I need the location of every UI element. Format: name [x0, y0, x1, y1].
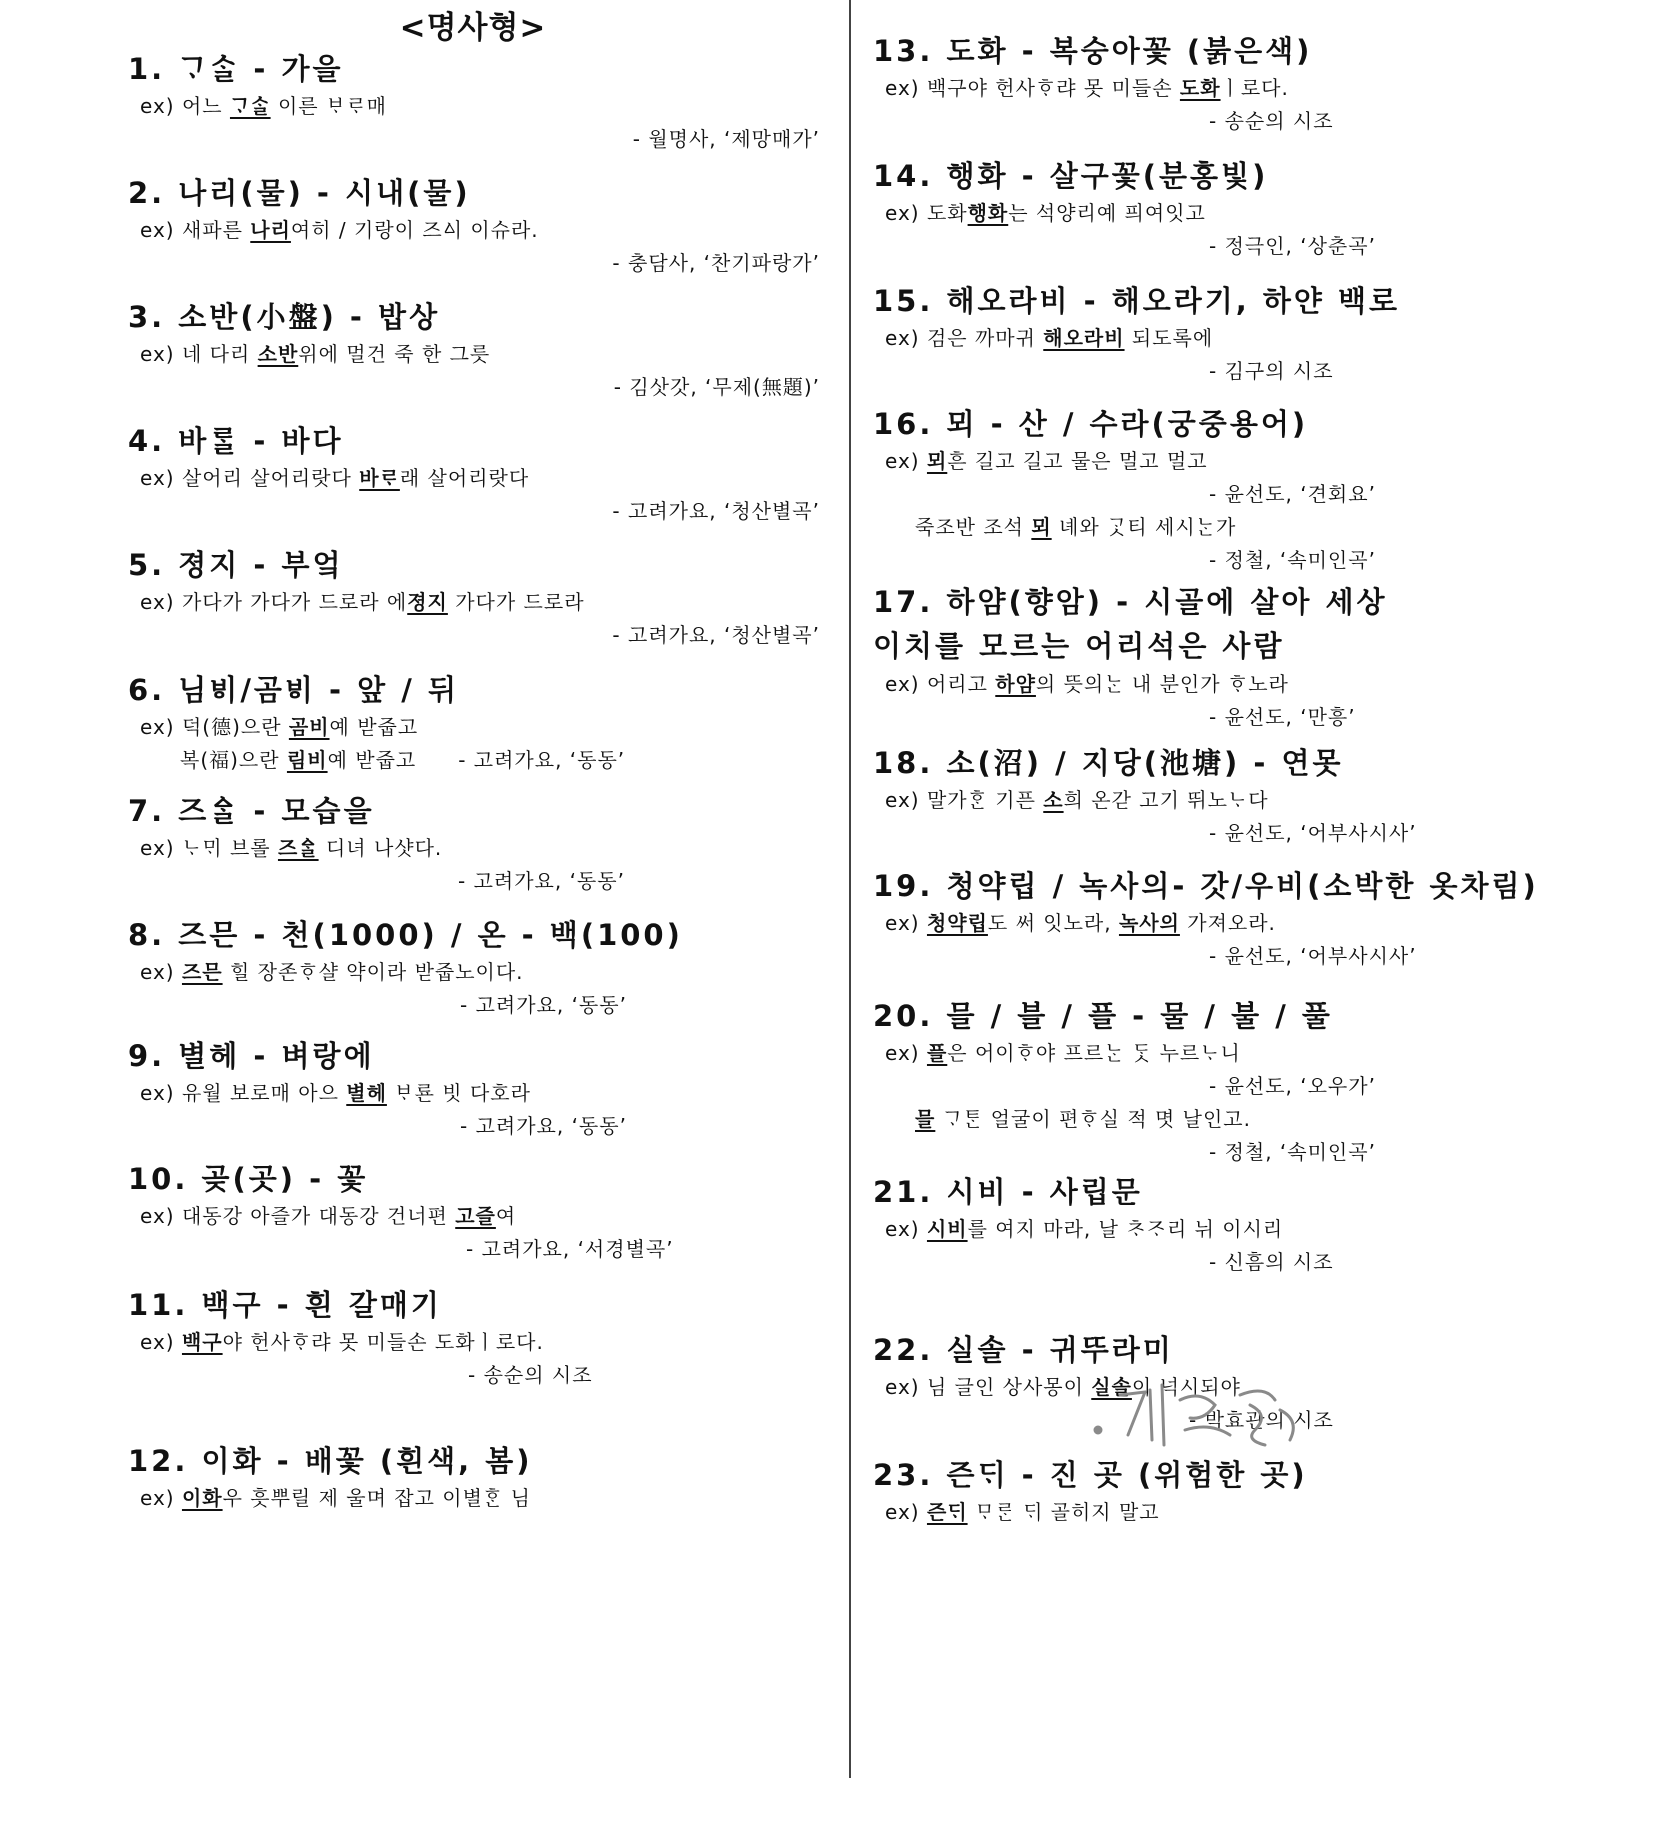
source-citation: - 월명사, ‘제망매가’	[632, 127, 820, 151]
source-citation: - 윤선도, ‘견회요’	[1209, 482, 1376, 506]
example-text: ex) ᄂᆞᄆᆡ 브롤	[140, 836, 278, 860]
keyword: 해오라비	[1043, 326, 1125, 350]
example-text: ex)	[140, 1486, 182, 1510]
vocab-entry	[873, 403, 1633, 577]
example-line	[140, 1482, 830, 1515]
source-citation: - 송순의 시조	[1209, 109, 1334, 133]
entry-heading: 9. 별헤 - 벼랑에	[128, 1039, 375, 1073]
entry-heading: 11. 백구 - 흰 갈매기	[128, 1288, 442, 1322]
keyword: ᄀᆞᄉᆞᆯ	[229, 94, 271, 118]
vocab-entry	[128, 48, 830, 156]
keyword: 실솔	[1091, 1375, 1132, 1399]
example-text: 도 써 잇노라,	[987, 911, 1119, 935]
source-citation: - 윤선도, ‘어부사시사’	[1209, 821, 1417, 845]
keyword: 믈	[915, 1107, 936, 1131]
entry-heading: 20. 믈 / 블 / 플 - 물 / 불 / 풀	[873, 999, 1333, 1033]
source-citation: - 송순의 시조	[468, 1363, 593, 1387]
example-text: ex) 어느	[140, 94, 230, 118]
keyword: 시비	[926, 1217, 968, 1241]
source-citation: - 김구의 시조	[1209, 359, 1334, 383]
example-text: ᄇᆞ룐 빗 다호라	[386, 1081, 531, 1105]
source-citation: - 정극인, ‘상춘곡’	[1209, 234, 1376, 258]
example-text: ex) 말가ᄒᆞᆫ 기픈	[885, 788, 1044, 812]
source-citation: - 신흠의 시조	[1209, 1250, 1334, 1274]
vocab-entry	[128, 790, 830, 898]
source-citation: - 정철, ‘속미인곡’	[1209, 548, 1376, 572]
example-text: ex) 백구야 헌사ᄒᆞ랴 못 미들손	[885, 76, 1180, 100]
example-text: ㅣ로다.	[1220, 76, 1289, 100]
example-line	[885, 1213, 1633, 1246]
page-title: <명사형>	[399, 10, 547, 46]
keyword: 도화	[1179, 76, 1221, 100]
example-line	[885, 445, 1633, 478]
source-citation: - 고려가요, ‘동동’	[458, 869, 625, 893]
source-citation: - 박효관의 시조	[1189, 1408, 1334, 1432]
vocab-entry	[873, 280, 1633, 388]
example-text: ex) 님 글인 상사몽이	[885, 1375, 1092, 1399]
example-line	[140, 90, 830, 123]
example-text: ex) 새파른	[140, 218, 251, 242]
example-line	[915, 511, 1633, 544]
keyword: 즈ᅀᆞᆯ	[277, 836, 319, 860]
example-line	[885, 322, 1633, 355]
source-citation: - 윤선도, ‘오우가’	[1209, 1074, 1376, 1098]
vocab-entry	[128, 1158, 830, 1266]
keyword: 소반	[257, 342, 299, 366]
example-text: 를 여지 마라, 날 ᄎᆞᄌᆞ리 뉘 이시리	[967, 1217, 1284, 1241]
example-text: 예 받줍고	[329, 715, 419, 739]
entry-heading: 16. 뫼 - 산 / 수라(궁중용어)	[873, 407, 1309, 441]
example-text: ex) 어리고	[885, 672, 996, 696]
entry-heading: 12. 이화 - 배꽃 (흰색, 봄)	[128, 1444, 533, 1478]
example-text: 위에 멀건 죽 한 그릇	[298, 342, 491, 366]
example-text: ex) 가다가 가다가 드로라 에	[140, 590, 408, 614]
example-line	[885, 668, 1633, 701]
source-citation: - 고려가요, ‘청산별곡’	[612, 623, 820, 647]
example-line	[180, 744, 830, 777]
source-citation: - 김삿갓, ‘무제(無題)’	[613, 375, 820, 399]
example-text: ex) 대동강 아즐가 대동강 건너편	[140, 1204, 456, 1228]
keyword: 즌ᄃᆡ	[926, 1500, 968, 1524]
entry-heading: 10. 곶(곳) - 꽃	[128, 1162, 369, 1196]
keyword: 하얌	[995, 672, 1036, 696]
entry-heading: 13. 도화 - 복숭아꽃 (붉은색)	[873, 34, 1313, 68]
vocab-entry	[128, 1284, 830, 1392]
example-text: ex)	[885, 911, 927, 935]
example-text: ex) 도화	[885, 201, 968, 225]
vocab-entry	[873, 30, 1633, 138]
example-line	[140, 586, 830, 619]
example-text: 복(福)으란	[180, 748, 287, 772]
vocab-entry	[873, 1171, 1633, 1279]
keyword: 녹사의	[1118, 911, 1180, 935]
keyword: 곰비	[288, 715, 330, 739]
example-text: ex) 네 다리	[140, 342, 258, 366]
entry-heading: 14. 행화 - 살구꽃(분홍빛)	[873, 159, 1269, 193]
keyword: 뫼	[1031, 515, 1052, 539]
example-text: 녜와 ᄀᆞᆺ티 세시ᄂᆞᆫ가	[1051, 515, 1237, 539]
vocab-entry	[128, 296, 830, 404]
vocab-entry	[873, 580, 1633, 734]
example-text: 가져오라.	[1179, 911, 1276, 935]
column-divider	[849, 0, 851, 1778]
example-text: 가다가 드로라	[447, 590, 585, 614]
example-text: 여	[495, 1204, 517, 1228]
example-line	[140, 1326, 830, 1359]
source-citation: - 고려가요, ‘동동’	[458, 748, 626, 772]
vocab-entry	[873, 1454, 1633, 1529]
example-line	[140, 1200, 830, 1233]
example-text: ex)	[140, 960, 182, 984]
example-text: ex)	[885, 1500, 927, 1524]
example-text: 의 뜻의ᄂᆞᆫ 내 분인가 ᄒᆞ노라	[1035, 672, 1289, 696]
example-text: 는 석양리예 픠여잇고	[1008, 201, 1206, 225]
entry-heading: 8. 즈믄 - 천(1000) / 온 - 백(100)	[128, 918, 683, 952]
example-text: ex)	[885, 1041, 927, 1065]
handwritten-annotation-icon	[1090, 1360, 1330, 1460]
source-citation: - 충담사, ‘찬기파랑가’	[612, 251, 820, 275]
vocab-entry	[128, 914, 830, 1022]
source-citation: - 윤선도, ‘만흥’	[1209, 705, 1356, 729]
keyword: 청약립	[926, 911, 988, 935]
keyword: 이화	[181, 1486, 223, 1510]
example-text: 예 받줍고	[327, 748, 417, 772]
example-line	[140, 214, 830, 247]
example-text: ex) 유월 보로매 아으	[140, 1081, 347, 1105]
entry-heading: 7. 즈ᅀᆞᆯ - 모습을	[128, 794, 375, 828]
example-text: 되도록에	[1124, 326, 1214, 350]
example-line	[140, 1077, 830, 1110]
entry-heading: 1. ᄀᆞᄉᆞᆯ - 가을	[128, 52, 344, 86]
entry-heading: 17. 하얌(향암) - 시골에 살아 세상 이치를 모르는 어리석은 사람	[873, 585, 1388, 663]
source-citation: - 정철, ‘속미인곡’	[1209, 1140, 1376, 1164]
source-citation: - 고려가요, ‘청산별곡’	[612, 499, 820, 523]
example-text: ᄆᆞᄅᆞᆫ ᄃᆡ 골히지 말고	[967, 1500, 1160, 1524]
entry-heading: 22. 실솔 - 귀뚜라미	[873, 1333, 1174, 1367]
example-text: 이른 ᄇᆞᄅᆞ매	[270, 94, 387, 118]
entry-heading: 21. 시비 - 사립문	[873, 1175, 1143, 1209]
example-text: 흔 길고 길고 물은 멀고 멀고	[947, 449, 1208, 473]
entry-heading: 6. 님ᄫᅵ/곰ᄫᅵ - 앞 / 뒤	[128, 673, 459, 707]
example-text: ex) 살어리 살어리랏다	[140, 466, 360, 490]
keyword: 바ᄅᆞ	[359, 466, 400, 490]
vocab-entry	[128, 1035, 830, 1143]
example-text: 희 온갇 고기 뛰노ᄂᆞ다	[1063, 788, 1269, 812]
example-text: 이 넉시되야	[1131, 1375, 1241, 1399]
example-text: ᄀᆞᄐᆞᆫ 얼굴이 편ᄒᆞ실 적 몃 날인고.	[935, 1107, 1251, 1131]
example-line	[885, 197, 1633, 230]
keyword: 고즐	[455, 1204, 496, 1228]
vocab-entry	[128, 172, 830, 280]
example-line	[885, 72, 1633, 105]
source-citation: - 고려가요, ‘서경별곡’	[466, 1237, 674, 1261]
example-text: 야 헌사ᄒᆞ랴 못 미들손 도화ㅣ로다.	[222, 1330, 544, 1354]
keyword: 졍지	[407, 590, 448, 614]
source-citation: - 윤선도, ‘어부사시사’	[1209, 944, 1417, 968]
example-text: ex) 검은 까마귀	[885, 326, 1044, 350]
keyword: 백구	[181, 1330, 223, 1354]
vocab-entry	[873, 742, 1633, 850]
example-line	[140, 462, 830, 495]
vocab-entry	[128, 1440, 830, 1515]
source-citation: - 고려가요, ‘동동’	[460, 1114, 627, 1138]
example-text: 힐 장존ᄒᆞ샬 약이라 받줍노이다.	[222, 960, 524, 984]
vocab-entry	[128, 544, 830, 652]
entry-heading: 4. 바ᄅᆞᆯ - 바다	[128, 424, 344, 458]
example-text: 여히 / 기랑이 즈ᅀᅵ 이슈라.	[290, 218, 539, 242]
example-line	[885, 1037, 1633, 1070]
example-line	[885, 1496, 1633, 1529]
example-text: 디녀 나샷다.	[318, 836, 443, 860]
example-line	[885, 907, 1633, 940]
example-text: 우 흣뿌릴 제 울며 잡고 이별ᄒᆞᆫ 님	[222, 1486, 531, 1510]
source-citation: - 고려가요, ‘동동’	[460, 993, 627, 1017]
example-text: 죽조반 조석	[915, 515, 1032, 539]
keyword: 플	[926, 1041, 948, 1065]
keyword: 나리	[250, 218, 291, 242]
entry-heading: 2. 나리(물) - 시내(물)	[128, 176, 471, 210]
keyword: 림비	[286, 748, 328, 772]
entry-heading: 18. 소(沼) / 지당(池塘) - 연못	[873, 746, 1344, 780]
keyword: 별헤	[346, 1081, 387, 1105]
example-line	[140, 711, 830, 744]
example-line	[140, 832, 830, 865]
example-line	[140, 338, 830, 371]
example-line	[885, 784, 1633, 817]
example-line	[915, 1103, 1633, 1136]
example-text: ex)	[885, 449, 927, 473]
keyword: 즈믄	[181, 960, 223, 984]
entry-heading: 15. 해오라비 - 해오라기, 하얀 백로	[873, 284, 1401, 318]
example-text: ex)	[140, 1330, 182, 1354]
example-text: ex) 덕(德)으란	[140, 715, 289, 739]
entry-heading: 3. 소반(小盤) - 밥상	[128, 300, 441, 334]
keyword: 소	[1043, 788, 1064, 812]
example-text: 래 살어리랏다	[399, 466, 530, 490]
keyword: 행화	[967, 201, 1009, 225]
vocab-entry	[873, 155, 1633, 263]
example-line	[140, 956, 830, 989]
example-text: 은 어이ᄒᆞ야 프르ᄂᆞᆫ ᄃᆞᆺ 누르ᄂᆞ니	[947, 1041, 1241, 1065]
vocab-entry	[873, 995, 1633, 1169]
keyword: 뫼	[926, 449, 948, 473]
vocab-entry	[128, 420, 830, 528]
example-text: ex)	[885, 1217, 927, 1241]
entry-heading: 19. 청약립 / 녹사의- 갓/우비(소박한 옷차림)	[873, 869, 1539, 903]
vocab-entry	[873, 865, 1633, 973]
entry-heading: 5. 졍지 - 부엌	[128, 548, 344, 582]
vocab-entry	[128, 669, 830, 777]
entry-heading: 23. 즌ᄃᆡ - 진 곳 (위험한 곳)	[873, 1458, 1308, 1492]
